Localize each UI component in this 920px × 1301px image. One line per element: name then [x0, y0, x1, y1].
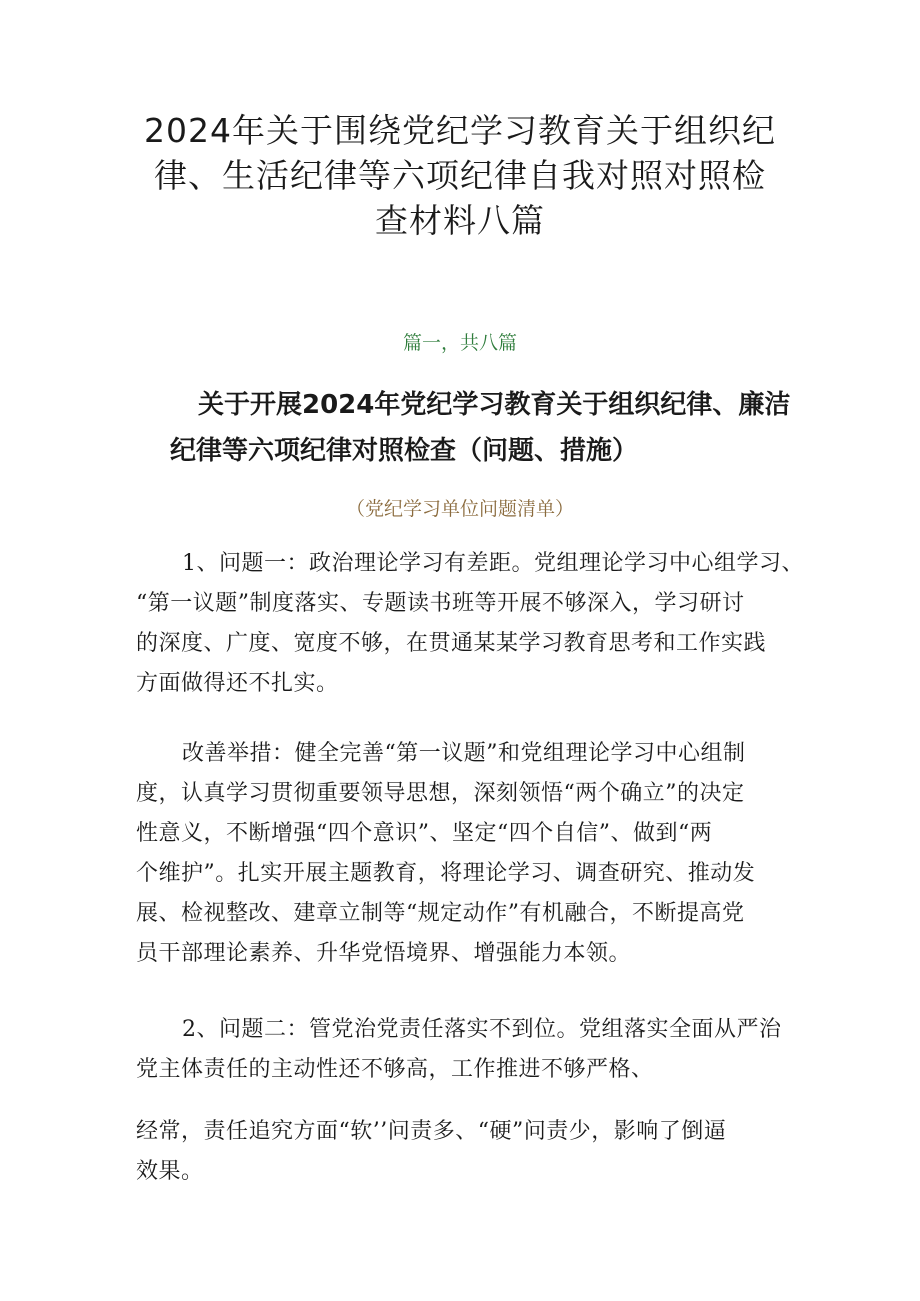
paragraph-line: 度，认真学习贯彻重要领导思想，深刻领悟“两个确立”的决定	[136, 781, 745, 806]
paragraph-line: 方面做得还不扎实。	[136, 671, 339, 696]
paragraph-line: 员干部理论素养、升华党悟境界、增强能力本领。	[136, 941, 632, 966]
document-title	[120, 108, 800, 243]
paragraph-problem-2	[136, 1010, 806, 1090]
section-heading	[170, 382, 810, 474]
title-line: 律、生活纪律等六项纪律自我对照对照检	[154, 156, 766, 195]
paragraph-line: 1、问题一：政治理论学习有差距。党组理论学习中心组学习、	[182, 551, 804, 576]
paragraph-line: 改善举措：健全完善“第一议题”和党组理论学习中心组制	[182, 741, 746, 766]
paragraph-line: 2、问题二：管党治党责任落实不到位。党组落实全面从严治	[182, 1017, 782, 1042]
title-line: 查材料八篇	[375, 201, 545, 240]
heading-line: 关于开展2024年党纪学习教育关于组织纪律、廉洁	[198, 390, 791, 420]
paragraph-line: 党主体责任的主动性还不够高，工作推进不够严格、	[136, 1057, 654, 1082]
paragraph-line: 展、检视整改、建章立制等“规定动作”有机融合，不断提高党	[136, 901, 745, 926]
heading-line: 纪律等六项纪律对照检查（问题、措施）	[170, 436, 639, 466]
paragraph-line: 个维护”。扎实开展主题教育，将理论学习、调查研究、推动发	[136, 861, 756, 886]
section-subtitle: （党纪学习单位问题清单）	[345, 498, 574, 520]
paragraph-problem-2-continued	[136, 1112, 806, 1192]
paragraph-line: 效果。	[136, 1159, 204, 1184]
title-line: 2024年关于围绕党纪学习教育关于组织纪	[144, 111, 776, 150]
paragraph-measures-1	[136, 734, 806, 974]
part-label: 篇一，共八篇	[402, 332, 517, 354]
paragraph-line: 的深度、广度、宽度不够，在贯通某某学习教育思考和工作实践	[136, 631, 767, 656]
paragraph-line: 经常，责任追究方面“软’’问责多、“硬”问责少，影响了倒逼	[136, 1119, 727, 1144]
paragraph-line: 性意义，不断增强“四个意识”、坚定“四个自信”、做到“两	[136, 821, 713, 846]
paragraph-problem-1	[136, 544, 806, 704]
paragraph-line: “第一议题”制度落实、专题读书班等开展不够深入，学习研讨	[136, 591, 745, 616]
